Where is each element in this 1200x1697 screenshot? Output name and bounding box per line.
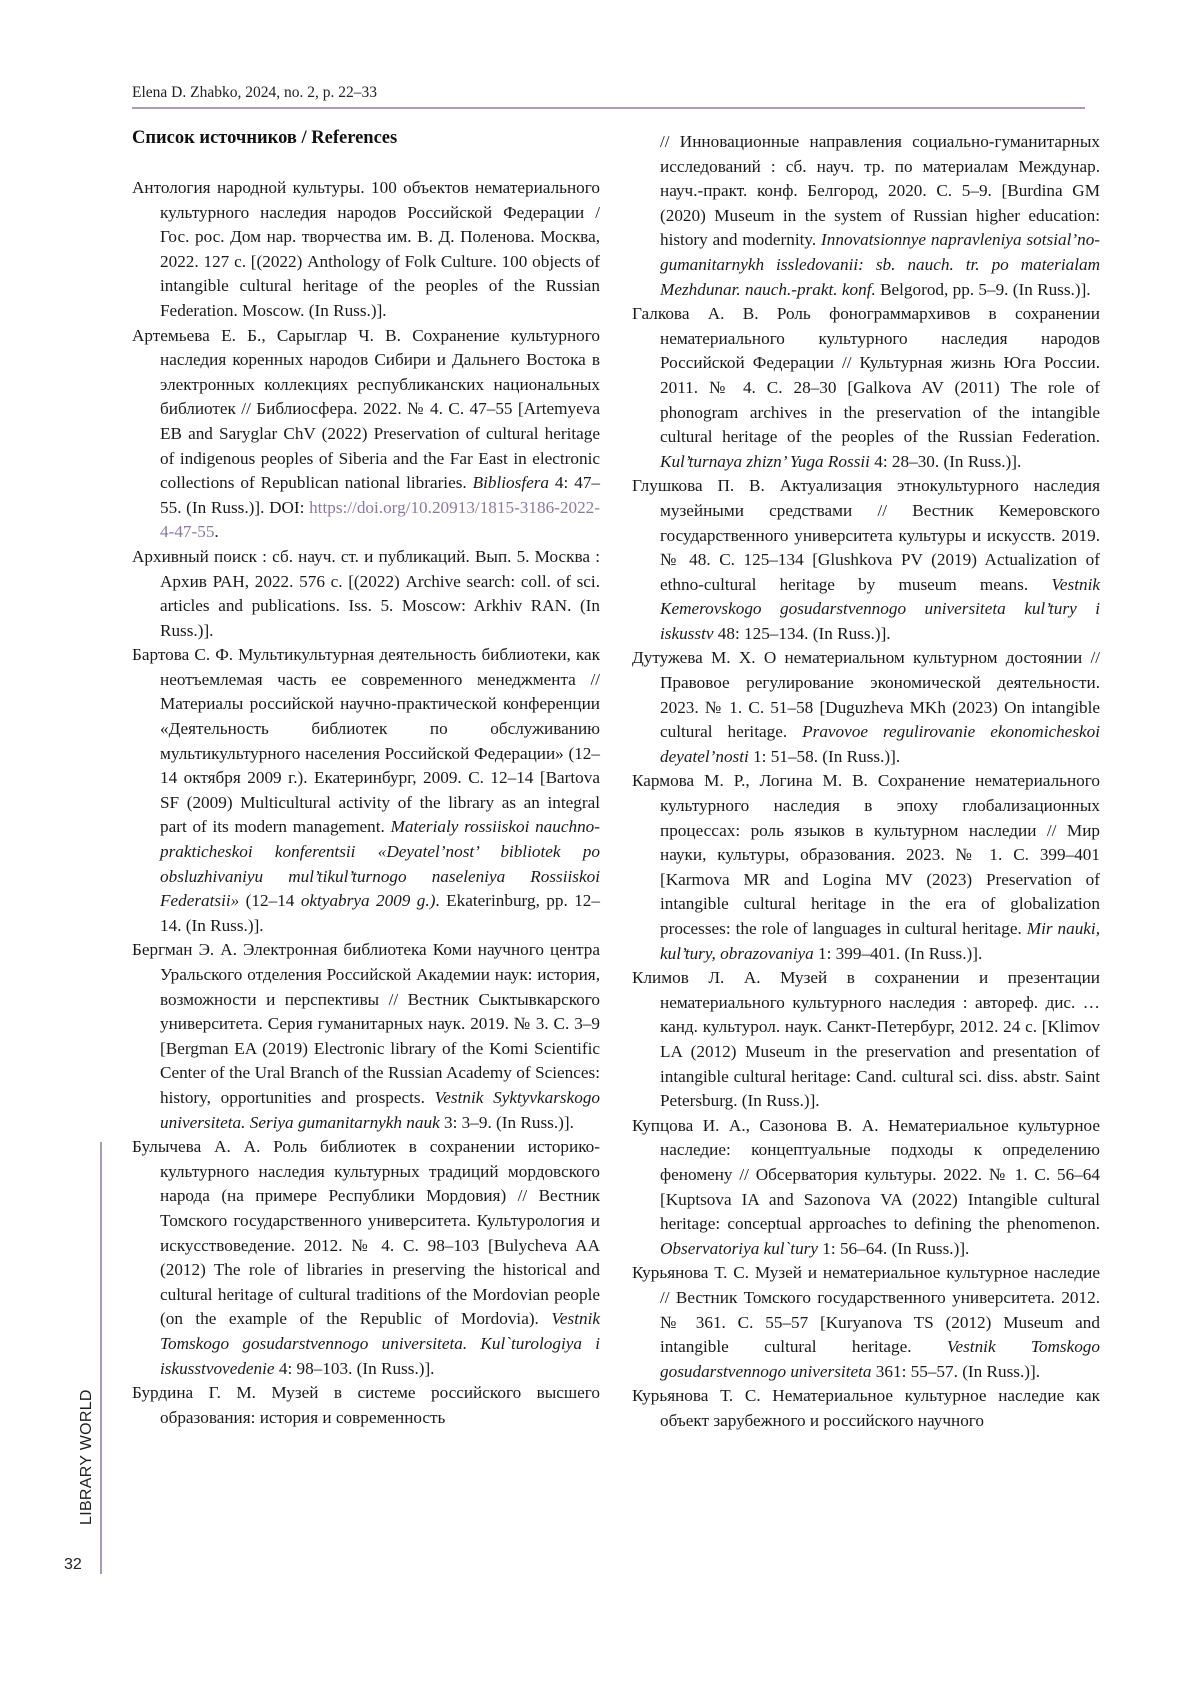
reference-text: Булычева А. А. Роль библиотек в сохранении историко-культурного наследия культурных традиций мордовского народа (на примере Республики Мордовия) // Вестник Томского государственного университета. Культурология и искусствоведение. 2012. № 4. С. 98–103 [Bulycheva AA (2012) The role of libraries in preserving the historical and cultural heritage of cultural traditions of the Mordovian people (on the example of the Republic of Mordovia).	[132, 1137, 600, 1329]
reference-text: Бергман Э. А. Электронная библиотека Коми научного центра Уральского отделения Российской Академии наук: история, возможности и перспективы // Вестник Сыктывкарского университета. Серия гуманитарных наук. 2019. № 3. С. 3–9 [Bergman EA (2019) Electronic library of the Komi Scientific Center of the Ural Branch of the Russian Academy of Sciences: history, opportunities and prospects.	[132, 940, 600, 1107]
reference-text: . Ekaterinburg, pp. 12–14. (In Russ.)].	[160, 891, 600, 935]
reference-entry	[632, 1261, 1100, 1384]
reference-text: Бартова С. Ф. Мультикультурная деятельность библиотеки, как неотъемлемая часть ее современного менеджмента // Материалы российской научно-практической конференции «Деятельность библиотек по обслуживанию мультикультурного населения Российской Федерации» (12–14 октября 2009 г.). Екатеринбург, 2009. С. 12–14 [Bartova SF (2009) Multicultural activity of the library as an integral part of its modern management.	[132, 645, 600, 837]
journal-title: Materialy rossiiskoi nauchno-prakticheskoi konferentsii «Deyatel’nost’ bibliotek po obsluzhivaniyu mul’tikul’turnogo naseleniya Rossiiskoi Federatsii»	[160, 817, 601, 911]
journal-title: Observatoriya kul`tury	[660, 1238, 818, 1258]
reference-text: 48: 125–134. (In Russ.)].	[713, 623, 891, 643]
journal-title: oktyabrya 2009 g.)	[300, 891, 436, 911]
reference-text: 4: 98–103. (In Russ.)].	[274, 1358, 435, 1378]
reference-text: Купцова И. А., Сазонова В. А. Нематериальное культурное наследие: концептуальные подходы к определению феномену // Обсерватория культуры. 2022. № 1. С. 56–64 [Kuptsova IA and Sazonova VA (2022) Intangible cultural heritage: conceptual approaches to defining the phenomenon.	[632, 1115, 1100, 1234]
reference-text: Кармова М. Р., Логина М. В. Сохранение нематериального культурного наследия в эпоху глобализационных процессах: роль языков в культурном наследии // Мир науки, культуры, образования. 2023. № 1. С. 399–401 [Karmova MR and Logina MV (2023) Preservation of intangible cultural heritage in the era of globalization processes: the role of languages in cultural heritage.	[632, 771, 1100, 938]
reference-entry	[632, 474, 1100, 646]
reference-text: 1: 51–58. (In Russ.)].	[748, 746, 901, 766]
reference-text: Курьянова Т. С. Музей и нематериальное культурное наследие // Вестник Томского государственного университета. 2012. № 361. С. 55–57 [Kuryanova TS (2012) Museum and intangible cultural heritage.	[632, 1263, 1100, 1357]
reference-entry	[132, 176, 600, 324]
reference-entry	[632, 302, 1100, 474]
reference-text: 4: 28–30. (In Russ.)].	[869, 451, 1022, 471]
reference-text: // Инновационные направления социально-гуманитарных исследований : сб. науч. тр. по материалам Междунар. науч.-практ. конф. Белгород, 2020. С. 5–9. [Burdina GM (2020) Museum in the system of Russian higher education: history and modernity.	[660, 132, 1100, 250]
reference-text: 361: 55–57. (In Russ.)].	[871, 1361, 1041, 1381]
reference-text: Архивный поиск : сб. науч. ст. и публикаций. Вып. 5. Москва : Архив РАН, 2022. 576 с. [(2022) Archive search: coll. of sci. articles and publications. Iss. 5. Moscow: Arkhiv RAN. (In Russ.)].	[132, 546, 600, 640]
journal-title: Vestnik Tomskogo gosudarstvennogo universiteta. Kul`turologiya i iskusstvovedenie	[160, 1309, 600, 1378]
journal-name-label: LIBRARY WORLD	[78, 1389, 95, 1525]
margin-rule	[100, 1142, 102, 1574]
doi-link[interactable]: https://doi.org/10.20913/1815-3186-2022-4-47-55	[160, 497, 600, 542]
reference-text: Глушкова П. В. Актуализация этнокультурного наследия музейными средствами // Вестник Кемеровского государственного университета культуры и искусств. 2019. № 48. С. 125–134 [Glushkova PV (2019) Actualization of ethno-cultural heritage by museum means.	[632, 476, 1100, 594]
reference-entry	[132, 324, 600, 545]
reference-entry	[632, 966, 1100, 1114]
journal-title: Vestnik Syktyvkarskogo universiteta. Seriya gumanitarnykh nauk	[160, 1087, 601, 1132]
reference-entry	[132, 545, 600, 643]
reference-entry	[132, 643, 600, 938]
reference-text: Климов Л. А. Музей в сохранении и презентации нематериального культурного наследия : автореф. дис. … канд. культурол. наук. Санкт-Петербург, 2012. 24 с. [Klimov LA (2012) Museum in the preservation and presentation of intangible cultural heritage: Cand. cultural sci. diss. abstr. Saint Petersburg. (In Russ.)].	[632, 968, 1100, 1111]
reference-text: Дутужева М. Х. О нематериальном культурном достоянии // Правовое регулирование экономической деятельности. 2023. № 1. С. 51–58 [Duguzheva MKh (2023) On intangible cultural heritage.	[632, 648, 1100, 742]
references-right-column	[632, 130, 1100, 1433]
reference-entry	[132, 938, 600, 1135]
journal-title: Mir nauki, kul’tury, obrazovaniya	[660, 919, 1100, 963]
header-rule	[132, 107, 1085, 109]
reference-entry	[632, 1114, 1100, 1262]
page-number: 32	[64, 1556, 82, 1573]
reference-text: 4: 47–55. (In Russ.)]. DOI:	[160, 473, 601, 517]
reference-text: Галкова А. В. Роль фонограммархивов в сохранении нематериального культурного наследия народов Российской Федерации // Культурная жизнь Юга России. 2011. № 4. С. 28–30 [Galkova AV (2011) The role of phonogram archives in the preservation of the intangible cultural heritage of the peoples of the Russian Federation.	[632, 304, 1100, 447]
journal-title: Vestnik Kemerovskogo gosudarstvennogo universiteta kul’tury i iskusstv	[660, 574, 1100, 643]
journal-title: Innovatsionnye napravleniya sotsial’no-gumanitarnykh issledovanii: sb. nauch. tr. po materialam Mezhdunar. nauch.-prakt. konf.	[660, 230, 1101, 299]
reference-text: Антология народной культуры. 100 объектов нематериального культурного наследия народов Российской Федерации / Гос. рос. Дом нар. творчества им. В. Д. Поленова. Москва, 2022. 127 с. [(2022) Anthology of Folk Culture. 100 objects of intangible cultural heritage of the peoples of the Russian Federation. Moscow. (In Russ.)].	[132, 178, 600, 320]
reference-entry	[632, 646, 1100, 769]
journal-title: Bibliosfera	[472, 473, 550, 493]
reference-entry-continued	[632, 130, 1100, 302]
reference-entry	[132, 1135, 600, 1381]
journal-title: Pravovoe regulirovanie ekonomicheskoi deyatel’nosti	[660, 722, 1101, 766]
reference-text: 1: 56–64. (In Russ.)].	[818, 1238, 970, 1258]
reference-entry	[132, 1381, 600, 1430]
reference-text: Belgorod, pp. 5–9. (In Russ.)].	[875, 279, 1091, 299]
reference-text: 3: 3–9. (In Russ.)].	[439, 1112, 574, 1132]
reference-text: Артемьева Е. Б., Сарыглар Ч. В. Сохранение культурного наследия коренных народов Сибири и Дальнего Востока в электронных коллекциях республиканских национальных библиотек // Библиосфера. 2022. № 4. С. 47–55 [Artemyeva EB and Saryglar ChV (2022) Preservation of cultural heritage of indigenous peoples of Siberia and the Far East in electronic collections of Republican national libraries.	[132, 325, 600, 493]
reference-text: .	[214, 522, 219, 542]
journal-title: Kul’turnaya zhizn’ Yuga Rossii	[660, 451, 870, 471]
reference-text: 1: 399–401. (In Russ.)].	[813, 943, 983, 963]
section-title: Список источников / References	[132, 128, 398, 148]
reference-text: Курьянова Т. С. Нематериальное культурное наследие как объект зарубежного и российского научного	[632, 1386, 1100, 1430]
reference-text: (12–14	[239, 891, 301, 911]
reference-entry	[632, 769, 1100, 966]
references-left-column	[132, 176, 600, 1430]
reference-entry	[632, 1384, 1100, 1433]
reference-text: Бурдина Г. М. Музей в системе российского высшего образования: история и современность	[132, 1383, 600, 1427]
running-head: Elena D. Zhabko, 2024, no. 2, p. 22–33	[132, 84, 377, 101]
journal-title: Vestnik Tomskogo gosudarstvennogo universiteta	[660, 1337, 1100, 1381]
